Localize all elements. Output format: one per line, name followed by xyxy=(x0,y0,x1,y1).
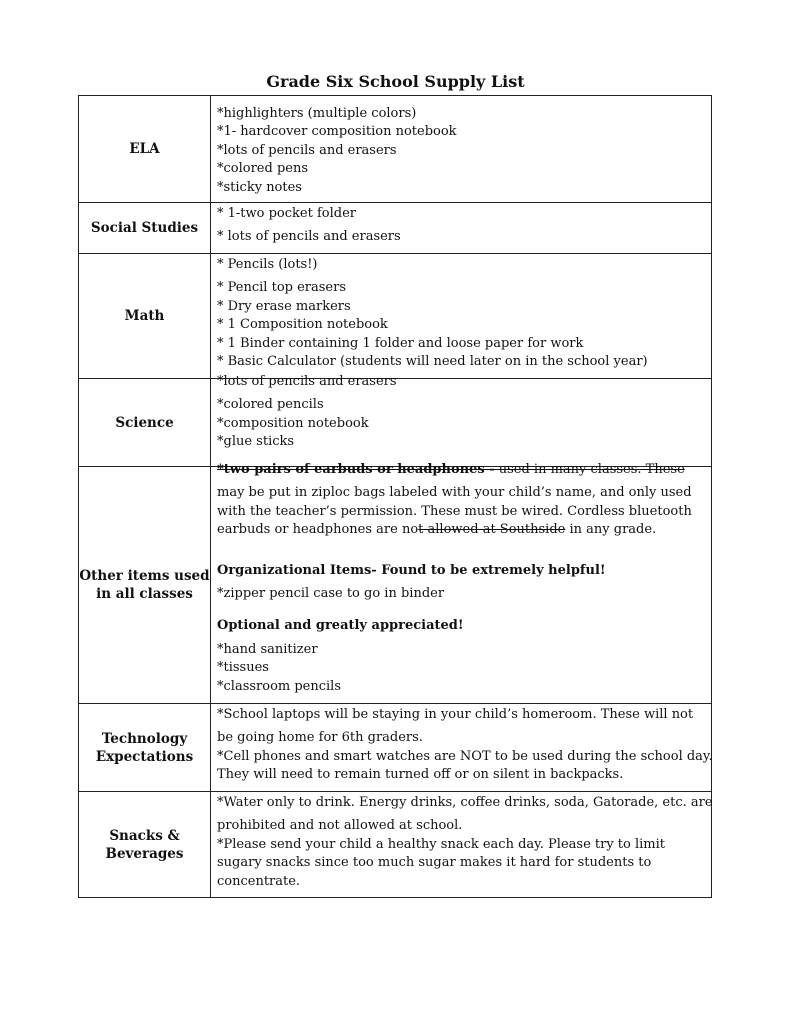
table-row-science xyxy=(79,379,712,467)
list-item: *lots of pencils and erasers xyxy=(217,374,397,389)
items-cell-social-studies xyxy=(211,203,712,254)
subject-cell-technology: Technology Expectations xyxy=(79,704,211,792)
items-cell-science xyxy=(211,374,712,467)
list-item: * Basic Calculator (students will need later on in the school year) xyxy=(217,354,648,370)
items-cell-technology xyxy=(211,704,712,792)
list-item: sugary snacks since too much sugar makes it hard for students to xyxy=(217,855,652,871)
optional-heading: Optional and greatly appreciated! xyxy=(217,618,464,634)
list-item: *colored pens xyxy=(217,161,309,177)
list-item: * Dry erase markers xyxy=(217,298,351,314)
list-item: *tissues xyxy=(217,660,269,676)
subject-cell-math: Math xyxy=(79,254,211,379)
list-item: *sticky notes xyxy=(217,179,302,195)
list-item: *Please send your child a healthy snack each day. Please try to limit xyxy=(217,836,666,852)
list-item: *composition notebook xyxy=(217,415,369,431)
earbuds-struck-text: used in many classes. These xyxy=(494,462,685,477)
earbuds-line-1 xyxy=(217,461,705,479)
list-item: *1- hardcover composition notebook xyxy=(217,124,457,140)
table-row-math xyxy=(79,254,712,379)
list-item: *Water only to drink. Energy drinks, coffee drinks, soda, Gatorade, etc. are xyxy=(217,795,713,810)
earbuds-line-3: with the teacher’s permission. These must be wired. Cordless bluetooth xyxy=(217,503,692,519)
list-item: *glue sticks xyxy=(217,434,295,450)
earbuds-line-2: may be put in ziploc bags labeled with your child’s name, and only used xyxy=(217,485,692,501)
list-item: *Cell phones and smart watches are NOT to be used during the school day. xyxy=(217,748,713,764)
list-item: * Pencil top erasers xyxy=(217,280,347,296)
list-item: concentrate. xyxy=(217,873,301,889)
subject-cell-ela: ELA xyxy=(79,96,211,203)
list-item: * 1 Binder containing 1 folder and loose paper for work xyxy=(217,335,584,351)
items-cell-other-items xyxy=(211,462,712,704)
earbuds-line-4-end: in any grade. xyxy=(565,522,657,538)
subject-cell-snacks: Snacks & Beverages xyxy=(79,792,211,898)
list-item: * Pencils (lots!) xyxy=(217,257,318,272)
earbuds-bold-text: *two pairs of earbuds or headphones - xyxy=(217,462,495,477)
list-item: *highlighters (multiple colors) xyxy=(217,106,417,121)
list-item: They will need to remain turned off or on silent in backpacks. xyxy=(217,767,624,783)
page-title: Grade Six School Supply List xyxy=(266,72,525,91)
table-row-other-items xyxy=(79,467,712,704)
supply-table xyxy=(78,95,712,898)
list-item: *lots of pencils and erasers xyxy=(217,142,397,158)
list-item: prohibited and not allowed at school. xyxy=(217,818,463,834)
list-item: *colored pencils xyxy=(217,397,324,413)
list-item: *zipper pencil case to go in binder xyxy=(217,586,445,602)
items-cell-snacks xyxy=(211,792,712,898)
table-row-snacks xyxy=(79,792,712,898)
items-cell-math xyxy=(211,254,712,379)
list-item: * 1-two pocket folder xyxy=(217,206,356,221)
table-row-social-studies xyxy=(79,203,712,254)
earbuds-line-4 xyxy=(217,521,705,539)
subject-cell-science: Science xyxy=(79,379,211,467)
table-row-ela xyxy=(79,96,712,203)
subject-cell-social-studies: Social Studies xyxy=(79,203,211,254)
list-item: *hand sanitizer xyxy=(217,641,318,657)
items-cell-ela xyxy=(211,96,712,203)
list-item: *classroom pencils xyxy=(217,678,342,694)
earbuds-line-4-start: earbuds or headphones are no xyxy=(217,522,419,538)
table-row-technology xyxy=(79,704,712,792)
subject-cell-other-items: Other items used in all classes xyxy=(79,467,211,704)
organizational-heading: Organizational Items- Found to be extremely helpful! xyxy=(217,562,606,578)
list-item: *School laptops will be staying in your child’s homeroom. These will not xyxy=(217,707,694,722)
list-item: * 1 Composition notebook xyxy=(217,317,388,333)
list-item: * lots of pencils and erasers xyxy=(217,229,401,245)
list-item: be going home for 6th graders. xyxy=(217,730,423,746)
earbuds-line-4-struck: t allowed at Southside xyxy=(418,522,566,538)
